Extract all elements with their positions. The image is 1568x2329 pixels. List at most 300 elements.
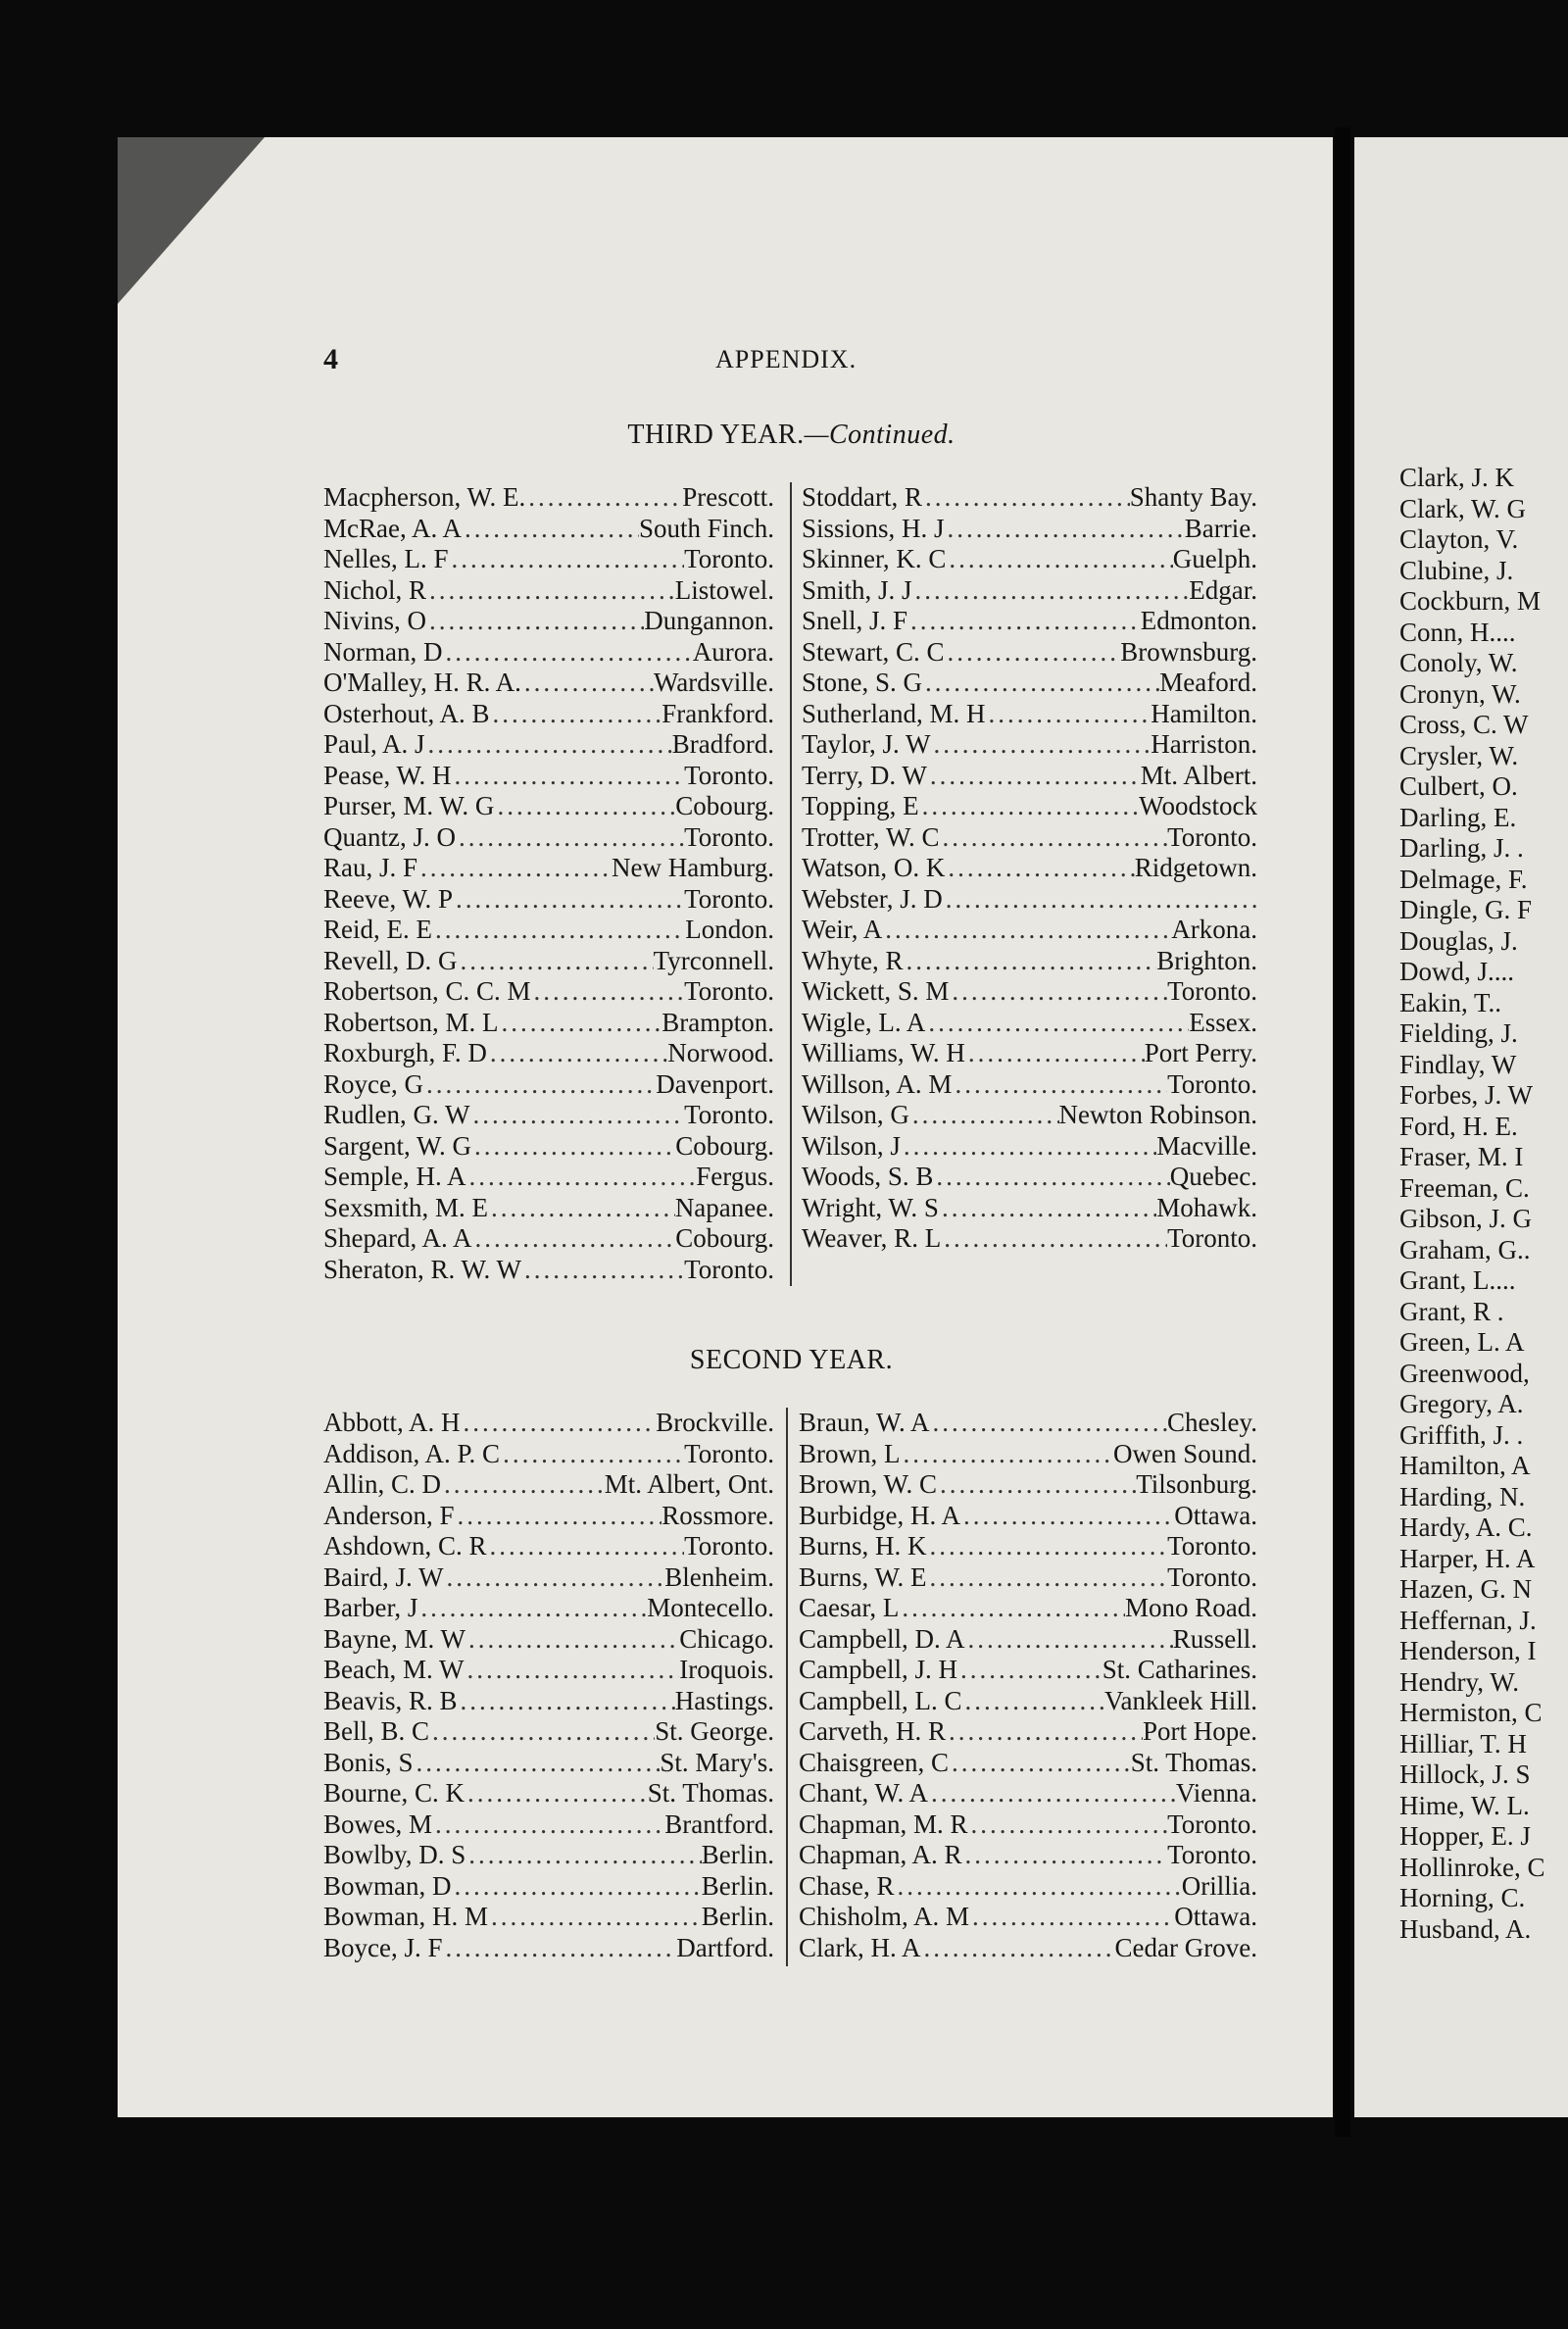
list-item: Husband, A. [1399,1913,1532,1944]
entry-place: Chicago. [679,1623,774,1654]
entry-name: Chapman, A. R [799,1840,962,1869]
third-year-title: THIRD YEAR. [627,420,805,450]
list-item [802,729,1257,761]
entry-place: Newton Robinson. [1058,1100,1257,1129]
entry-place: Mt. Albert. [1140,760,1257,790]
entry-name: Stewart, C. C [802,636,945,667]
entry-name: Carveth, H. R [799,1716,946,1746]
list-item [799,1778,1257,1809]
entry-place: Toronto. [1167,1223,1257,1253]
entry-name: Abbott, A. H [323,1408,461,1437]
entry-place: Mohawk. [1156,1192,1257,1222]
entry-place: Ottawa. [1174,1500,1257,1530]
page-number: 4 [323,343,338,375]
book-gutter [1335,127,1350,2137]
entry-place: Aurora. [692,636,774,667]
list-item [323,1131,774,1163]
dot-leader [941,1223,1167,1255]
entry-name: Nivins, O [323,606,427,635]
list-item: Gregory, A. [1399,1389,1524,1418]
third-year-right-column [802,482,1257,1255]
entry-place: Orillia. [1181,1870,1257,1901]
list-item [802,606,1257,637]
list-item [799,1840,1257,1871]
list-item [323,1162,774,1193]
dot-leader [494,791,675,822]
entry-place: Mt. Albert, Ont. [604,1469,774,1499]
entry-name: Clark, H. A [799,1932,921,1962]
dot-leader [417,853,612,884]
entry-place: Woodstock [1139,791,1257,820]
list-item [802,1069,1257,1101]
dot-leader [962,1840,1168,1871]
list-item: Harper, H. A [1399,1543,1536,1573]
entry-name: Wilson, G [802,1100,909,1129]
dot-leader [927,1531,1168,1562]
list-item [323,1624,774,1656]
entry-name: Taylor, J. W [802,729,931,759]
list-item: Hollinroke, C [1399,1852,1545,1882]
entry-name: Baird, J. W [323,1561,444,1592]
entry-name: O'Malley, H. R. A. [323,668,521,697]
list-item: Greenwood, [1399,1358,1530,1388]
entry-name: Addison, A. P. C [323,1438,501,1468]
entry-place: Owen Sound. [1113,1438,1257,1468]
entry-name: Chaisgreen, C [799,1747,949,1777]
entry-place: Toronto. [1167,1561,1257,1592]
entry-name: Chant, W. A [799,1778,929,1808]
entry-place: Frankford. [662,698,774,728]
entry-place: Hamilton. [1151,698,1257,728]
list-item: Heffernan, J. [1399,1605,1537,1635]
dot-leader [961,1686,1104,1717]
entry-place: Toronto. [1167,1068,1257,1099]
dot-leader [521,1255,684,1286]
entry-name: Anderson, F [323,1500,455,1530]
list-item: Cross, C. W [1399,710,1529,739]
dot-leader [521,668,654,699]
entry-name: Beach, M. W [323,1655,465,1684]
page-corner [118,137,265,304]
dot-leader [939,822,1167,854]
dot-leader [945,637,1121,669]
list-item [799,1809,1257,1841]
entry-name: Allin, C. D [323,1469,442,1499]
entry-place: Berlin. [701,1870,774,1901]
list-item: Delmage, F. [1399,864,1528,894]
list-item: Hilliar, T. H [1399,1728,1527,1759]
entry-name: Bowes, M [323,1809,433,1839]
list-item [323,1100,774,1131]
dot-leader [946,1716,1143,1748]
list-item: Cronyn, W. [1399,678,1521,709]
list-item [323,1255,774,1286]
entry-name: Chase, R [799,1870,895,1901]
list-item [323,575,774,607]
entry-place: South Finch. [638,513,774,543]
list-item [802,915,1257,946]
dot-leader [945,853,1134,884]
entry-name: Sissions, H. J [802,513,945,543]
list-item: Hillock, J. S [1399,1759,1531,1789]
entry-place: Bradford. [671,729,774,759]
entry-place: Toronto. [684,760,774,790]
entry-place: Toronto. [1167,1840,1257,1869]
dot-leader [444,1562,665,1594]
list-item [323,637,774,669]
dot-leader [957,1655,1102,1686]
list-item: Fraser, M. I [1399,1142,1524,1171]
entry-place: Cobourg. [675,1223,774,1253]
dot-leader [488,1193,675,1224]
entry-name: Barber, J [323,1593,418,1622]
entry-name: Robertson, M. L [323,1007,499,1037]
list-item: Forbes, J. W [1399,1080,1534,1110]
entry-place: Dungannon. [644,606,774,635]
list-item [799,1408,1257,1439]
list-item [323,1716,774,1748]
dot-leader [449,544,685,575]
list-item [802,1100,1257,1131]
list-item: Hendry, W. [1399,1666,1519,1697]
entry-name: Braun, W. A [799,1408,930,1437]
dot-leader [985,699,1151,730]
entry-place: Toronto. [1167,1531,1257,1561]
dot-leader [470,1100,685,1131]
entry-name: Webster, J. D [802,883,943,914]
entry-place: Essex. [1189,1007,1257,1037]
section-title-third-year [323,420,1259,451]
entry-name: Wigle, L. A [802,1007,926,1037]
entry-name: Burns, W. E [799,1561,927,1592]
list-item [323,1871,774,1903]
entry-name: Brown, W. C [799,1469,938,1499]
entry-place: Toronto. [684,821,774,852]
dot-leader [442,637,692,669]
entry-name: Bowlby, D. S [323,1840,466,1869]
entry-name: Snell, J. F [802,606,908,635]
column-divider [786,1408,788,1966]
list-item: Hopper, E. J [1399,1821,1531,1851]
third-year-left-column [323,482,774,1285]
entry-name: McRae, A. A [323,513,462,543]
dot-leader [937,1469,1136,1501]
list-item [323,853,774,884]
dot-leader [466,1840,701,1871]
list-item: Fielding, J. [1399,1018,1518,1048]
list-item [802,699,1257,730]
dot-leader [909,1100,1059,1131]
entry-place: Guelph. [1172,544,1257,573]
entry-place: Mono Road. [1125,1593,1257,1622]
entry-name: Williams, W. H [802,1038,965,1067]
entry-place: Edmonton. [1140,606,1257,635]
entry-place: Cobourg. [675,791,774,820]
list-item [802,1162,1257,1193]
entry-place: Macville. [1156,1130,1257,1161]
list-item [802,1223,1257,1255]
dot-leader [441,1469,605,1501]
dot-leader [965,1624,1173,1656]
list-item [799,1531,1257,1562]
entry-name: Beavis, R. B [323,1685,458,1715]
adjacent-page-list [1399,463,1545,1945]
dot-leader [455,1501,662,1532]
dot-leader [927,1562,1168,1594]
entry-name: Nichol, R [323,574,426,605]
dot-leader [927,761,1141,792]
entry-name: Woods, S. B [802,1162,934,1191]
dot-leader [930,1408,1168,1439]
entry-name: Sutherland, M. H [802,698,986,728]
entry-place: Toronto. [1167,1809,1257,1839]
list-item: Clark, W. G [1399,493,1527,523]
list-item [799,1716,1257,1748]
entry-name: Brown, L [799,1438,901,1468]
entry-place: Brantford. [664,1809,774,1839]
list-item: Hamilton, A [1399,1451,1531,1480]
list-item [799,1501,1257,1532]
dot-leader [952,1069,1167,1101]
dot-leader [901,1131,1156,1163]
entry-place: Toronto. [684,1438,774,1468]
list-item [323,1902,774,1933]
dot-leader [452,1871,702,1903]
list-item: Freeman, C. [1399,1172,1530,1203]
entry-name: Rudlen, G. W [323,1100,470,1129]
list-item: Darling, E. [1399,802,1517,832]
dot-leader [462,514,639,545]
entry-place: Vankleek Hill. [1104,1685,1257,1715]
entry-name: Chisholm, A. M [799,1902,970,1931]
list-item: Crysler, W. [1399,740,1519,770]
entry-place: Wardsville. [653,668,774,697]
entry-name: Wright, W. S [802,1192,939,1222]
entry-place: Cobourg. [675,1130,774,1161]
entry-place: Chesley. [1167,1408,1257,1437]
list-item: Dingle, G. F [1399,895,1532,924]
entry-place: Berlin. [701,1840,774,1869]
dot-leader [471,1131,675,1163]
list-item: Grant, L.... [1399,1265,1516,1295]
list-item [799,1933,1257,1964]
dot-leader [417,1593,647,1624]
list-item: Clubine, J. [1399,555,1514,585]
entry-name: Bayne, M. W [323,1623,466,1654]
entry-place: Prescott. [682,482,774,512]
entry-name: Wilson, J [802,1130,901,1161]
dot-leader [453,884,684,916]
entry-place: Dartford. [676,1932,774,1962]
entry-place: Brampton. [662,1007,774,1037]
entry-place: Brockville. [656,1408,774,1437]
list-item [323,482,774,514]
entry-place: New Hamburg. [612,853,774,882]
dot-leader [901,1439,1114,1470]
list-item [323,1038,774,1069]
dot-leader [457,946,653,977]
running-head: APPENDIX. [715,345,858,373]
list-item: Hardy, A. C. [1399,1512,1533,1542]
entry-place: Brownsburg. [1120,636,1257,667]
dot-leader [949,1748,1131,1779]
list-item [323,1562,774,1594]
dot-leader [423,1069,656,1101]
list-item [323,1501,774,1532]
entry-name: Bonis, S [323,1747,414,1777]
entry-place: Hastings. [674,1685,774,1715]
list-item [799,1593,1257,1624]
list-item [323,514,774,545]
list-item [799,1902,1257,1933]
dot-leader [928,1778,1176,1809]
dot-leader [500,1439,684,1470]
list-item [323,1809,774,1841]
entry-place: Port Hope. [1143,1716,1257,1746]
entry-place: Davenport. [656,1068,774,1099]
list-item [323,1469,774,1501]
entry-place: Toronto. [1167,821,1257,852]
dot-leader [461,1408,657,1439]
list-item [323,1655,774,1686]
entry-name: Macpherson, W. E. [323,482,526,512]
dot-leader [965,1038,1145,1069]
list-item [323,729,774,761]
dot-leader [960,1501,1174,1532]
entry-name: Watson, O. K [802,853,946,882]
page-header [323,343,1205,382]
list-item [323,1439,774,1470]
entry-name: Reid, E. E [323,915,432,944]
dot-leader [931,729,1152,761]
list-item [802,853,1257,884]
entry-place: Tyrconnell. [653,945,774,975]
dot-leader [464,1655,679,1686]
second-year-right-column [799,1408,1257,1963]
list-item: Culbert, O. [1399,771,1518,801]
list-item [799,1469,1257,1501]
entry-name: Stone, S. G [802,668,923,697]
list-item: Henderson, I [1399,1636,1537,1665]
dot-leader [899,1593,1125,1624]
entry-name: Robertson, C. C. M [323,976,531,1006]
dot-leader [487,1038,667,1069]
entry-name: Weir, A [802,915,883,944]
dot-leader [946,544,1172,575]
entry-name: Sexsmith, M. E [323,1192,489,1222]
dot-leader [472,1223,676,1255]
entry-name: Stoddart, R [802,482,923,512]
entry-name: Campbell, D. A [799,1623,965,1654]
entry-place: Blenheim. [664,1561,774,1592]
entry-place: St. Thomas. [1130,1747,1257,1777]
list-item: Findlay, W [1399,1049,1517,1079]
entry-place: Ottawa. [1174,1902,1257,1931]
list-item [323,1531,774,1562]
dot-leader [414,1748,661,1779]
entry-name: Sheraton, R. W. W [323,1254,521,1284]
column-divider [790,482,792,1286]
list-item [323,1408,774,1439]
entry-name: Trotter, W. C [802,821,940,852]
list-item: Hazen, G. N [1399,1574,1532,1604]
dot-leader [531,976,685,1008]
entry-name: Ashdown, C. R [323,1531,487,1561]
list-item [323,1778,774,1809]
dot-leader [922,482,1130,514]
entry-name: Roxburgh, F. D [323,1038,487,1067]
dot-leader [903,946,1156,977]
list-item [802,482,1257,514]
list-item [323,976,774,1008]
dot-leader [499,1008,662,1039]
list-item [802,822,1257,854]
dot-leader [943,884,1257,916]
list-item [323,1069,774,1101]
list-item [799,1655,1257,1686]
entry-place: Meaford. [1159,668,1257,697]
list-item [323,761,774,792]
dot-leader [487,1531,685,1562]
entry-name: Bourne, C. K [323,1778,465,1808]
list-item [802,884,1257,916]
list-item [323,699,774,730]
list-item [323,544,774,575]
dot-leader [922,668,1159,699]
entry-place: Shanty Bay. [1129,482,1257,512]
dot-leader [969,1902,1174,1933]
entry-place: Fergus. [696,1162,774,1191]
second-year-title: SECOND YEAR. [689,1345,894,1375]
list-item [802,575,1257,607]
list-item [323,1193,774,1224]
list-item: Darling, J. . [1399,833,1524,863]
entry-name: Semple, H. A [323,1162,466,1191]
entry-place: Ridgetown. [1134,853,1257,882]
dot-leader [907,606,1141,637]
entry-name: Weaver, R. L [802,1223,942,1253]
entry-name: Wickett, S. M [802,976,950,1006]
dot-leader [968,1809,1168,1841]
list-item [802,544,1257,575]
list-item: Conoly, W. [1399,648,1518,677]
dot-leader [432,915,685,946]
list-item [323,1840,774,1871]
list-item [323,1748,774,1779]
dot-leader [949,976,1167,1008]
entry-name: Royce, G [323,1068,423,1099]
entry-place: Norwood. [667,1038,774,1067]
entry-name: Revell, D. G [323,945,458,975]
list-item [323,822,774,854]
list-item: Griffith, J. . [1399,1419,1524,1450]
list-item: Dowd, J.... [1399,957,1515,986]
entry-name: Boyce, J. F [323,1932,443,1962]
continued-label: —Continued. [804,420,956,450]
list-item: Ford, H. E. [1399,1111,1518,1141]
entry-name: Smith, J. J [802,574,912,605]
entry-place: Edgar. [1189,574,1257,605]
dot-leader [458,1686,675,1717]
entry-name: Whyte, R [802,945,904,975]
entry-name: Reeve, W. P [323,883,453,914]
entry-name: Shepard, A. A [323,1223,472,1253]
list-item [323,606,774,637]
dot-leader [925,1008,1189,1039]
list-item: Green, L. A [1399,1327,1525,1357]
list-item [802,1131,1257,1163]
list-item [323,668,774,699]
